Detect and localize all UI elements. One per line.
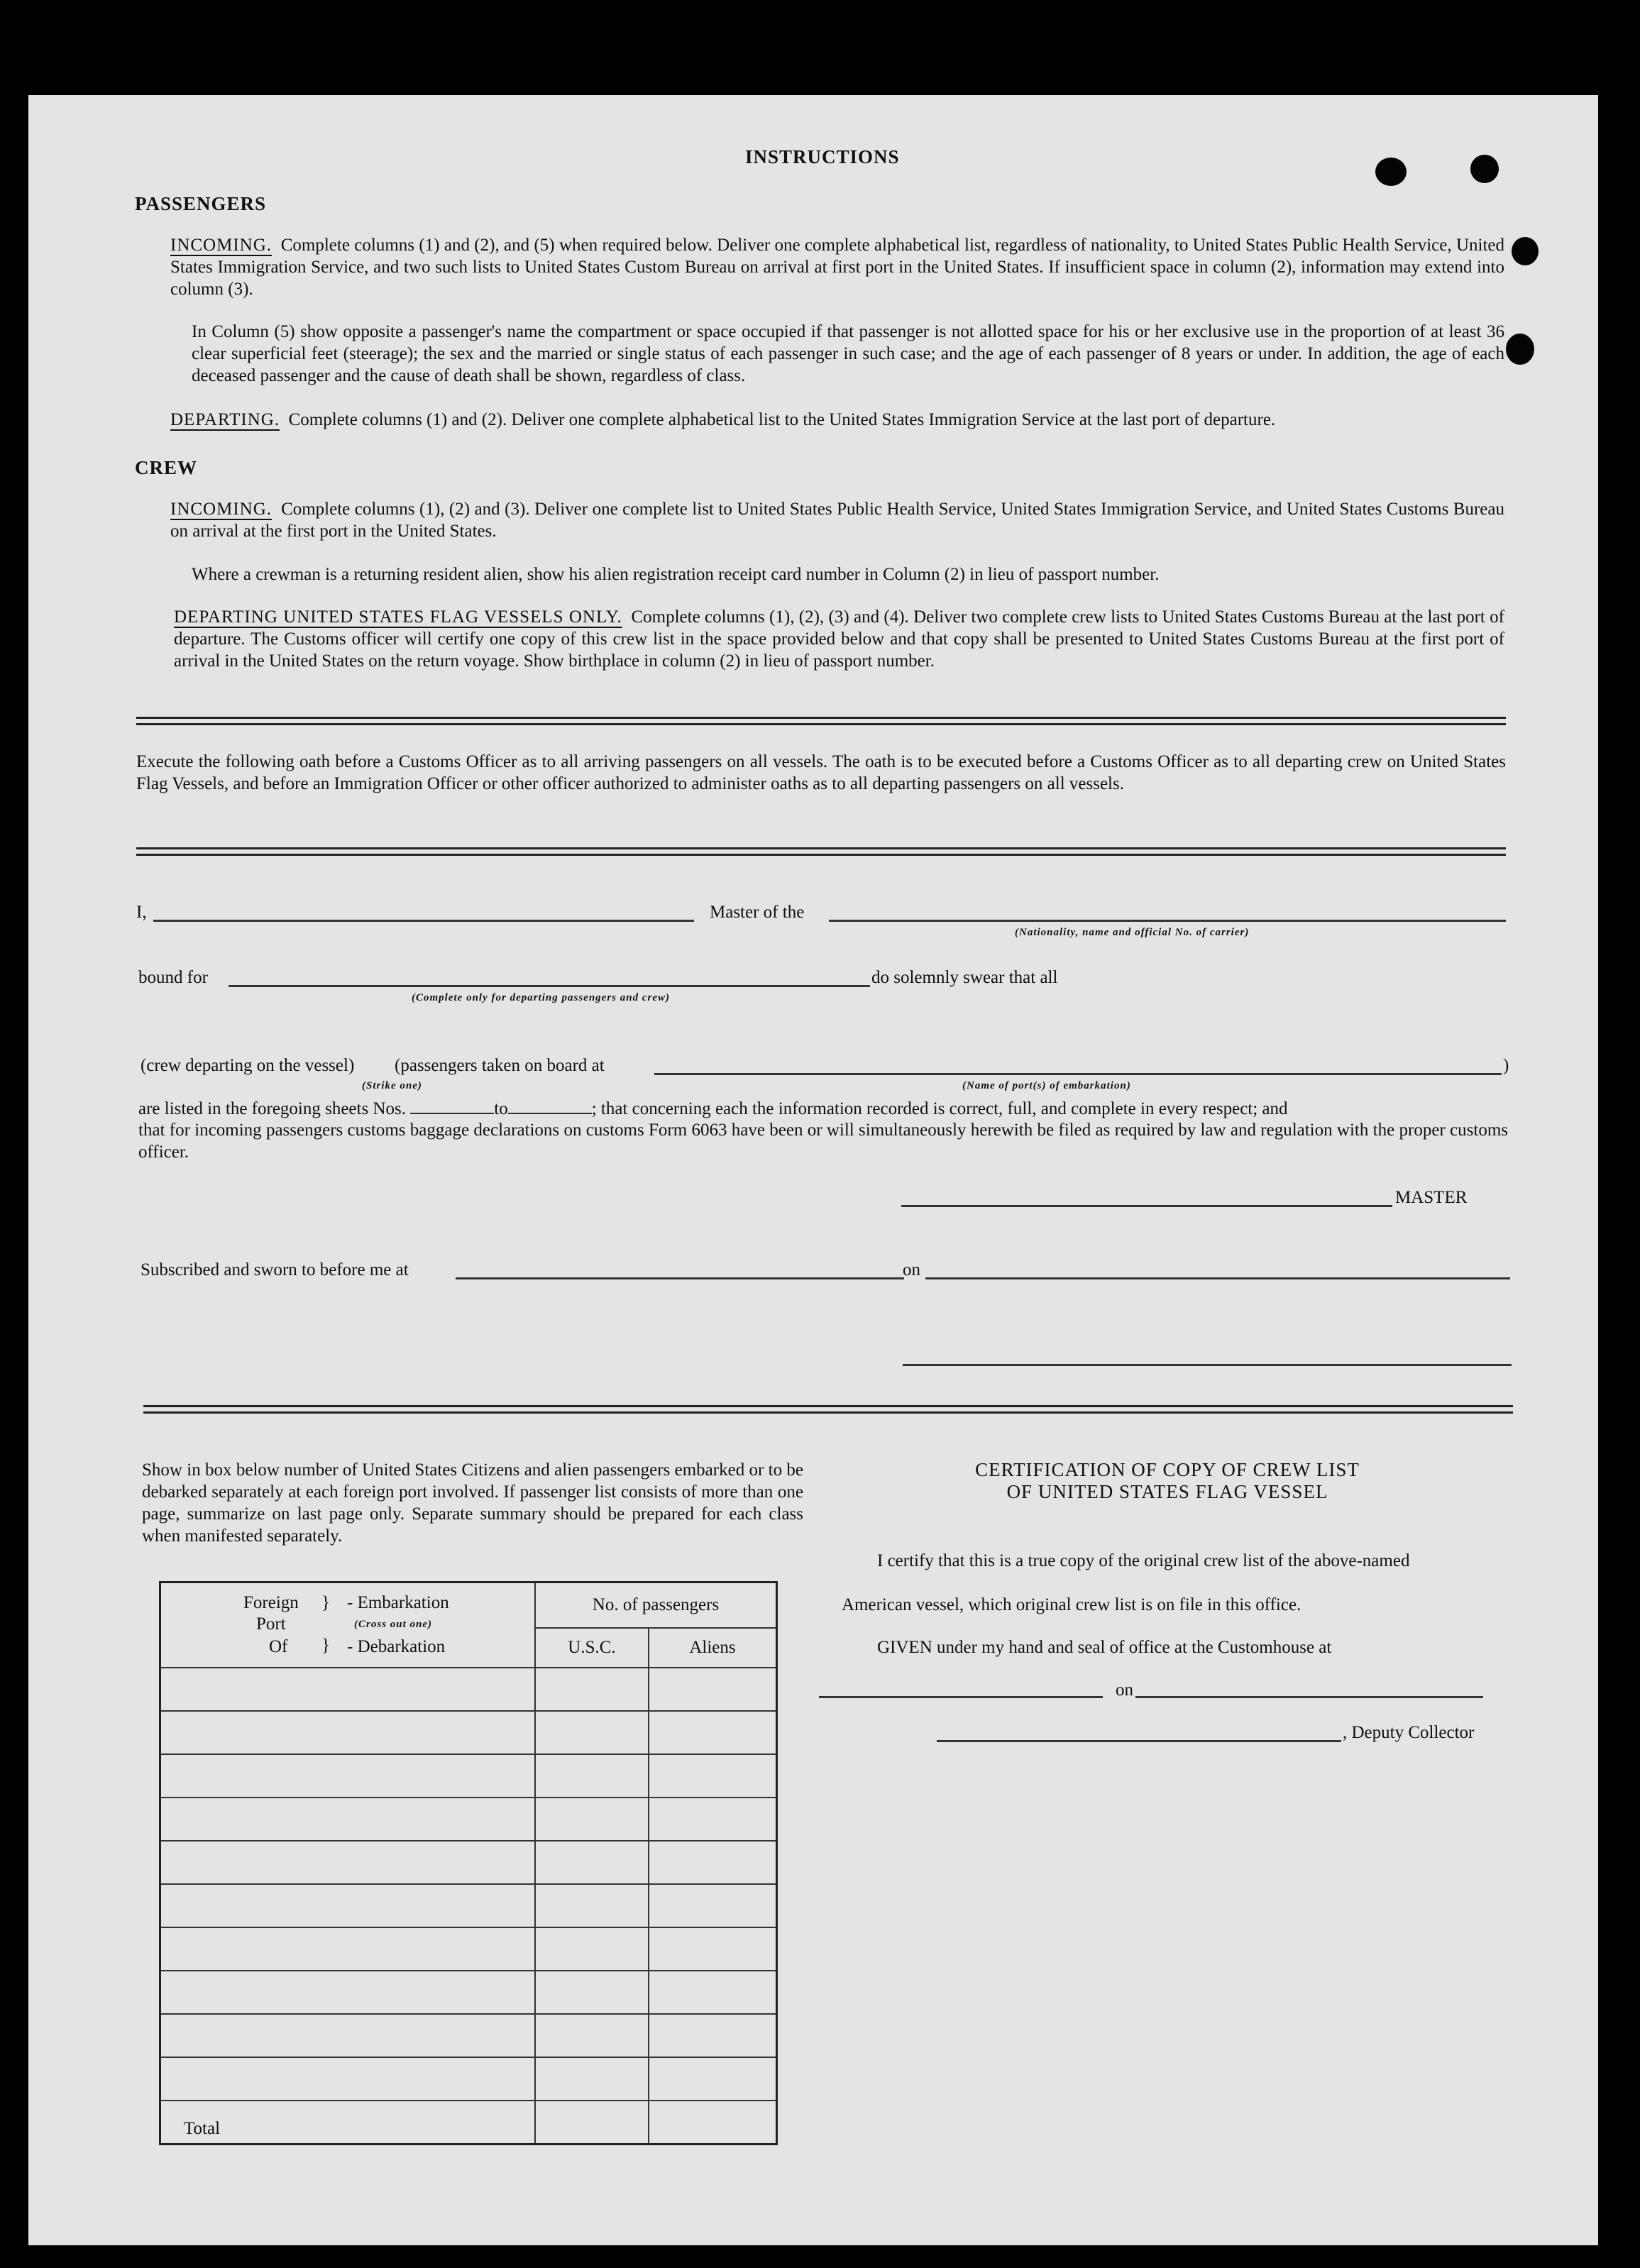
crew-incoming-paragraph [170,498,1504,542]
passengers-departing-paragraph [170,409,1504,431]
passenger-summary-table [159,1581,778,2145]
ports-of-embarkation-field[interactable] [654,1073,1502,1075]
of-label: Of [269,1637,288,1656]
certify-line2: American vessel, which original crew list is on file in this office. [842,1595,1301,1614]
bound-for-field[interactable] [229,985,870,987]
punch-hole [1375,158,1407,186]
sworn-date-field[interactable] [925,1277,1510,1279]
no-of-passengers-header: No. of passengers [535,1582,777,1628]
certification-on-label: on [1116,1680,1133,1700]
foreign-port-header [160,1582,536,1668]
aliens-cell[interactable] [649,2014,777,2057]
usc-cell[interactable] [535,1668,649,1711]
sheet-from-field[interactable] [410,1097,494,1114]
master-signature-field[interactable] [901,1205,1392,1207]
crew-incoming-text: Complete columns (1), (2) and (3). Deliver one complete list to United States Public Health Service, United States Immigration Service, and United States Customs Bureau on arrival at the first port in the United States. [170,500,1504,541]
crew-departing-text: Complete columns (1), (2), (3) and (4). Deliver two complete crew lists to United States Customs Bureau at the last port of departure. The Customs officer will certify one copy of this crew list in the space provided below and that copy shall be presented to United States Customs Bureau at the first port of arrival in the United States on the return voyage. Show birthplace in column (2) in lieu of passport number. [174,607,1504,671]
passengers-heading: PASSENGERS [135,193,267,214]
page-title: INSTRUCTIONS [745,146,900,167]
table-row [160,1927,777,1971]
crew-resident-paragraph: Where a crewman is a returning resident alien, show his alien registration receipt card number in Column (2) in lieu of passport number. [192,565,1160,584]
aliens-cell[interactable] [649,1971,777,2014]
aliens-cell[interactable] [649,1884,777,1927]
sheets-prefix: are listed in the foregoing sheets Nos. [138,1099,406,1118]
table-row [160,1754,777,1798]
table-row [160,1884,777,1927]
total-row [160,2101,777,2145]
usc-cell[interactable] [535,1754,649,1798]
passengers-incoming-label: INCOMING. [170,236,273,255]
sworn-on-label: on [903,1260,920,1279]
port-cell[interactable] [160,2057,536,2101]
aliens-cell[interactable] [649,1841,777,1884]
master-of-label: Master of the [710,903,805,922]
port-cell[interactable] [160,1798,536,1841]
usc-cell[interactable] [535,1841,649,1884]
swear-label: do solemnly swear that all [871,968,1058,987]
port-cell[interactable] [160,1841,536,1884]
table-row [160,2014,777,2057]
table-row [160,1971,777,2014]
aliens-cell[interactable] [649,1754,777,1798]
officer-signature-field[interactable] [903,1364,1512,1366]
close-paren: ) [1503,1056,1509,1075]
port-cell[interactable] [160,1884,536,1927]
table-row [160,1668,777,1711]
port-cell[interactable] [160,1668,536,1711]
total-usc-cell[interactable] [535,2101,649,2145]
aliens-cell[interactable] [649,1798,777,1841]
passengers-taken-option: (passengers taken on board at [395,1056,605,1075]
customhouse-field[interactable] [819,1696,1103,1698]
deputy-collector-label: , Deputy Collector [1343,1723,1475,1742]
total-aliens-cell[interactable] [649,2101,777,2145]
port-cell[interactable] [160,1711,536,1754]
given-text: GIVEN under my hand and seal of office at the Customhouse at [877,1638,1332,1657]
passengers-departing-text: Complete columns (1) and (2). Deliver one complete alphabetical list to the United States Immigration Service at the last port of departure. [288,410,1276,429]
total-label: Total [160,2101,536,2145]
usc-cell[interactable] [535,1711,649,1754]
passengers-incoming-text: Complete columns (1) and (2), and (5) when required below. Deliver one complete alphabetical list, regardless of nationality, to United States Public Health Service, United States Immigration Service, and two such lists to United States Custom Bureau on arrival at first port in the United States. If insufficient space in column (2), information may extend into column (3). [170,236,1505,299]
usc-cell[interactable] [535,1798,649,1841]
sheets-line [138,1097,1288,1120]
table-header-row [160,1582,777,1628]
port-cell[interactable] [160,1927,536,1971]
usc-cell[interactable] [535,2057,649,2101]
bound-for-label: bound for [138,968,208,987]
passengers-departing-label: DEPARTING. [170,410,280,429]
aliens-cell[interactable] [649,1711,777,1754]
certification-date-field[interactable] [1135,1696,1483,1698]
debarkation-option: - Debarkation [347,1637,446,1656]
usc-header: U.S.C. [535,1628,649,1668]
to-label: to [494,1099,508,1118]
crew-departing-option: (crew departing on the vessel) [141,1056,355,1075]
master-name-field[interactable] [153,920,694,922]
usc-cell[interactable] [535,2014,649,2057]
brace-top: } [321,1593,330,1612]
brace-bottom: } [321,1636,330,1655]
aliens-cell[interactable] [649,2057,777,2101]
usc-cell[interactable] [535,1884,649,1927]
table-row [160,1841,777,1884]
table-row [160,1711,777,1754]
sworn-place-field[interactable] [456,1277,904,1279]
sheets-suffix: ; that concerning each the information recorded is correct, full, and complete in every respect; and [591,1099,1288,1118]
certification-heading-line1: CERTIFICATION OF COPY OF CREW LIST [975,1459,1360,1480]
sheet-to-field[interactable] [508,1097,592,1114]
section-divider [143,1405,1513,1414]
complete-only-caption: (Complete only for departing passengers and crew) [412,992,670,1003]
port-label: Port [256,1614,286,1634]
passengers-incoming-paragraph [170,234,1504,300]
punch-hole [1506,334,1534,365]
embarkation-option: - Embarkation [347,1593,449,1612]
aliens-header: Aliens [649,1628,777,1668]
section-divider [136,847,1506,856]
table-row [160,2057,777,2101]
nationality-caption: (Nationality, name and official No. of carrier) [1015,927,1250,938]
certify-line1: I certify that this is a true copy of the original crew list of the above-named [877,1551,1410,1570]
form-page [28,95,1598,2245]
crew-heading: CREW [135,457,198,478]
section-divider [136,717,1506,725]
carrier-field[interactable] [829,920,1506,922]
crew-incoming-label: INCOMING. [170,500,273,519]
port-cell[interactable] [160,2014,536,2057]
port-cell[interactable] [160,1971,536,2014]
oath-i-label: I, [136,903,147,922]
usc-cell[interactable] [535,1971,649,2014]
certification-heading [859,1459,1476,1503]
certification-heading-line2: OF UNITED STATES FLAG VESSEL [1006,1481,1328,1502]
aliens-cell[interactable] [649,1927,777,1971]
table-row [160,1798,777,1841]
ports-caption: (Name of port(s) of embarkation) [962,1080,1131,1091]
cross-out-caption: (Cross out one) [354,1619,433,1630]
deputy-signature-field[interactable] [937,1740,1341,1742]
usc-cell[interactable] [535,1927,649,1971]
strike-one-caption: (Strike one) [362,1080,422,1091]
punch-hole [1512,237,1539,265]
summary-instructions: Show in box below number of United States Citizens and alien passengers embarked or to be debarked separately at each foreign port involved. If passenger list consists of more than one page, summarize on last page only. Separate summary should be prepared for each class when manifested separately. [142,1460,803,1546]
crew-departing-label: DEPARTING UNITED STATES FLAG VESSELS ONLY. [174,607,622,627]
foreign-label: Foreign [243,1593,299,1612]
oath-rest-paragraph: that for incoming passengers customs baggage declarations on customs Form 6063 have been or will simultaneously herewith be filed as required by law and regulation with the proper customs officer. [138,1121,1508,1162]
punch-hole [1470,155,1499,183]
oath-intro-paragraph: Execute the following oath before a Customs Officer as to all arriving passengers on all vessels. The oath is to be executed before a Customs Officer as to all departing crew on United States Flag Vessels, and before an Immigration Officer or other officer authorized to administer oaths as to all departing passengers on all vessels. [136,752,1506,793]
subscribed-label: Subscribed and sworn to before me at [141,1260,409,1279]
aliens-cell[interactable] [649,1668,777,1711]
crew-departing-paragraph [174,606,1504,672]
port-cell[interactable] [160,1754,536,1798]
master-label: MASTER [1395,1188,1468,1207]
column5-paragraph: In Column (5) show opposite a passenger's name the compartment or space occupied if that passenger is not allotted space for his or her exclusive use in the proportion of at least 36 clear superficial feet (steerage); the sex and the married or single status of each passenger in such case; and the age of each passenger of 8 years or under. In addition, the age of each deceased passenger and the cause of death shall be shown, regardless of class. [192,322,1504,385]
